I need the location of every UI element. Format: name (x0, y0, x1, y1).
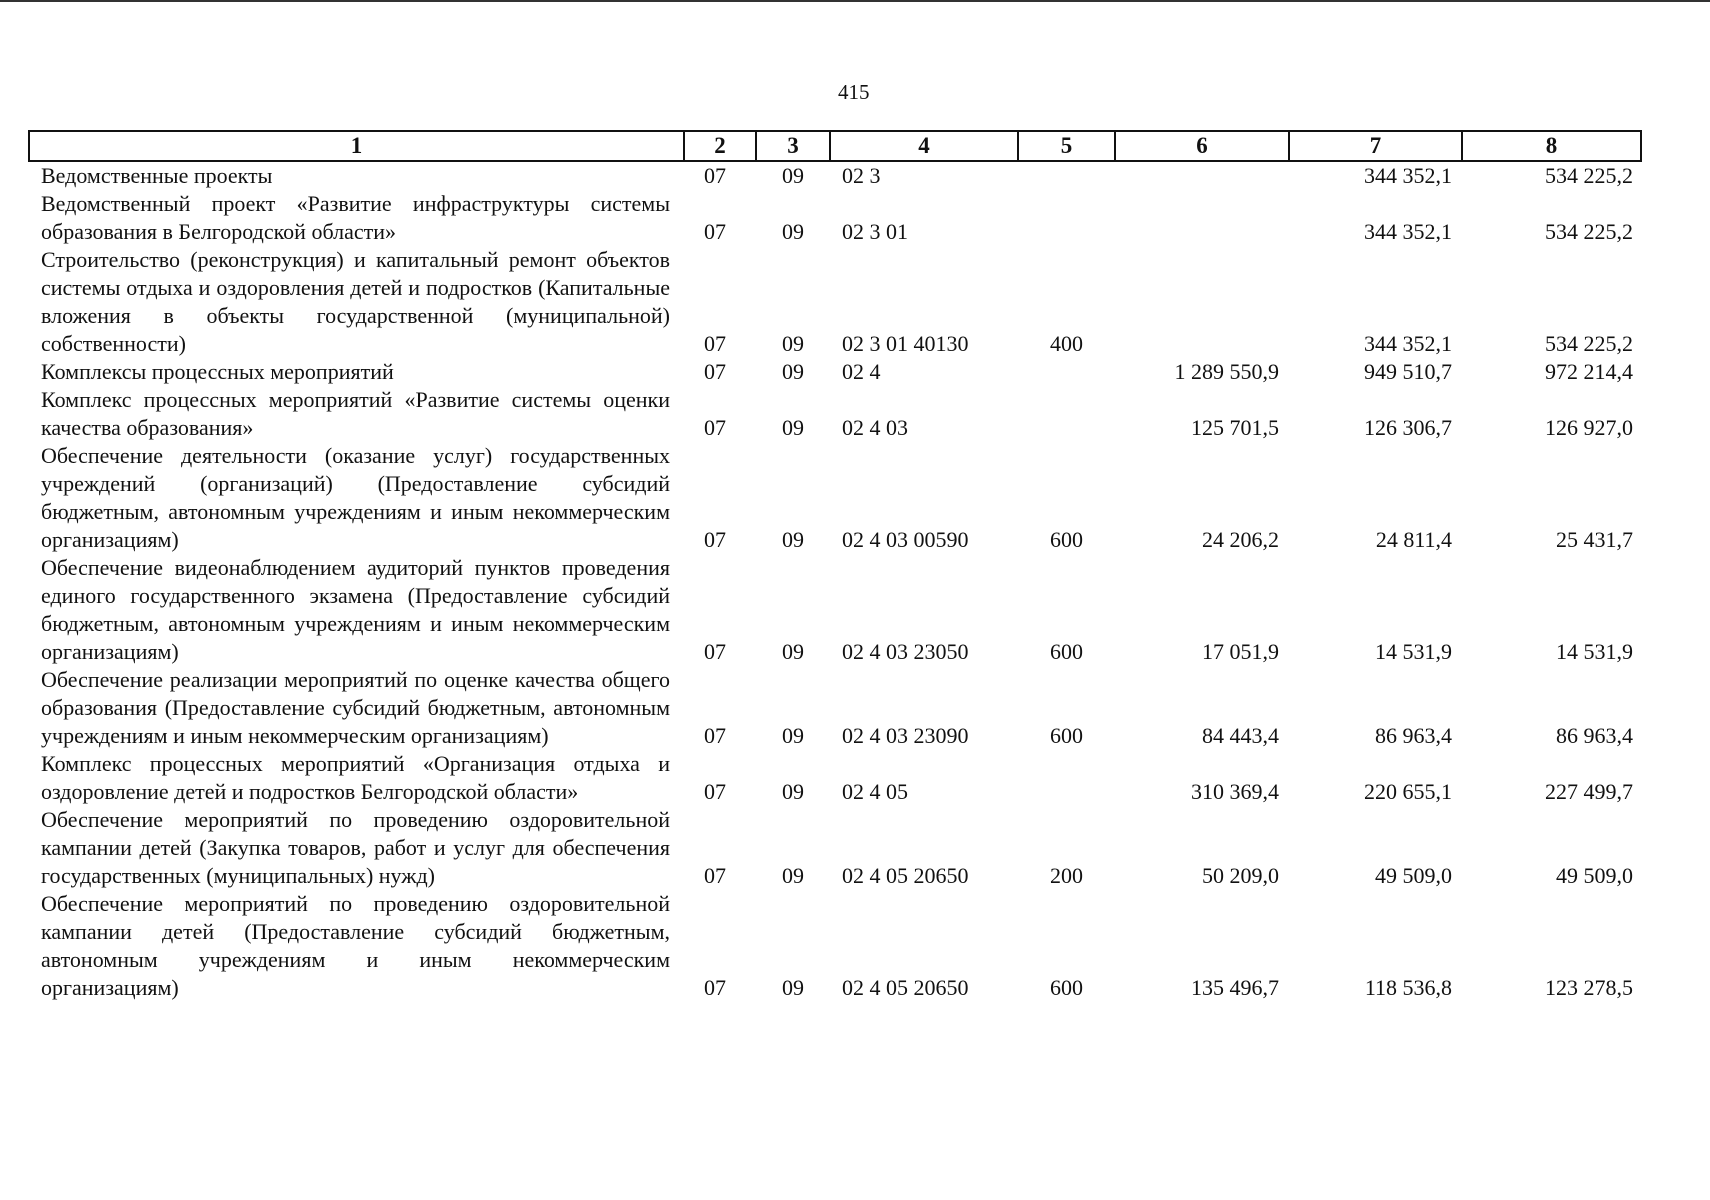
row-amount-col6 (1115, 190, 1289, 246)
row-expense-type (1018, 161, 1115, 190)
header-row (29, 131, 1641, 161)
row-subsection: 09 (782, 163, 804, 188)
table-row (29, 190, 1641, 246)
table-row (29, 750, 1641, 806)
table-row (29, 246, 1641, 358)
row-name: Обеспечение деятельности (оказание услуг) государственных учреждений (организаций) (Предоставление субсидий бюджетным, автономным учреждениям и иным некоммерческим организациям) (41, 443, 670, 552)
row-amount-col8: 126 927,0 (1545, 415, 1633, 440)
table-header (29, 131, 1641, 161)
row-amount-col6: 24 206,2 (1202, 527, 1279, 552)
row-subsection: 09 (782, 639, 804, 664)
row-target-code: 02 4 03 23050 (842, 639, 969, 664)
row-subsection: 09 (782, 975, 804, 1000)
row-expense-type: 600 (1050, 639, 1083, 664)
row-name: Строительство (реконструкция) и капитальный ремонт объектов системы отдыха и оздоровления детей и подростков (Капитальные вложения в объекты государственной (муниципальной) собственности) (41, 247, 670, 356)
table-row (29, 386, 1641, 442)
row-amount-col8: 49 509,0 (1556, 863, 1633, 888)
row-amount-col6 (1115, 161, 1289, 190)
row-amount-col8: 534 225,2 (1545, 163, 1633, 188)
table-row (29, 442, 1641, 554)
row-name: Ведомственные проекты (41, 163, 273, 188)
row-amount-col8: 86 963,4 (1556, 723, 1633, 748)
row-expense-type: 200 (1050, 863, 1083, 888)
budget-sheet (28, 130, 1640, 1002)
row-section: 07 (704, 527, 726, 552)
row-amount-col7: 86 963,4 (1375, 723, 1452, 748)
page-number: 415 (838, 80, 870, 104)
table-row (29, 806, 1641, 890)
row-amount-col6: 1 289 550,9 (1174, 359, 1279, 384)
row-subsection: 09 (782, 359, 804, 384)
row-name: Обеспечение видеонаблюдением аудиторий пунктов проведения единого государственного экзамена (Предоставление субсидий бюджетным, автономным учреждениям и иным некоммерческим организациям) (41, 555, 670, 664)
row-amount-col8: 14 531,9 (1556, 639, 1633, 664)
row-subsection: 09 (782, 219, 804, 244)
row-amount-col7: 344 352,1 (1364, 219, 1452, 244)
row-amount-col7: 220 655,1 (1364, 779, 1452, 804)
row-name: Обеспечение мероприятий по проведению оздоровительной кампании детей (Предоставление субсидий бюджетным, автономным учреждениям и иным некоммерческим организациям) (41, 891, 670, 1000)
row-amount-col6: 310 369,4 (1191, 779, 1279, 804)
row-amount-col7: 126 306,7 (1364, 415, 1452, 440)
row-section: 07 (704, 219, 726, 244)
row-target-code: 02 4 03 (842, 415, 908, 440)
row-amount-col8: 123 278,5 (1545, 975, 1633, 1000)
row-amount-col7: 344 352,1 (1364, 163, 1452, 188)
row-target-code: 02 4 05 20650 (842, 975, 969, 1000)
row-expense-type: 600 (1050, 527, 1083, 552)
row-target-code: 02 4 05 20650 (842, 863, 969, 888)
row-target-code: 02 4 05 (842, 779, 908, 804)
row-section: 07 (704, 331, 726, 356)
row-amount-col6: 84 443,4 (1202, 723, 1279, 748)
row-name: Комплексы процессных мероприятий (41, 359, 394, 384)
row-expense-type: 400 (1050, 331, 1083, 356)
row-amount-col6: 125 701,5 (1191, 415, 1279, 440)
table-body (29, 161, 1641, 1002)
row-name: Комплекс процессных мероприятий «Развитие системы оценки качества образования» (41, 387, 670, 440)
row-amount-col8: 972 214,4 (1545, 359, 1633, 384)
row-name: Ведомственный проект «Развитие инфраструктуры системы образования в Белгородской области» (41, 191, 670, 244)
header-col-4: 4 (830, 131, 1018, 161)
row-amount-col8: 25 431,7 (1556, 527, 1633, 552)
row-section: 07 (704, 723, 726, 748)
row-expense-type: 600 (1050, 723, 1083, 748)
row-target-code: 02 3 01 40130 (842, 331, 969, 356)
row-amount-col8: 227 499,7 (1545, 779, 1633, 804)
row-expense-type (1018, 386, 1115, 442)
row-amount-col6: 17 051,9 (1202, 639, 1279, 664)
row-section: 07 (704, 779, 726, 804)
row-subsection: 09 (782, 331, 804, 356)
row-expense-type (1018, 750, 1115, 806)
header-col-8: 8 (1462, 131, 1641, 161)
table-row (29, 358, 1641, 386)
header-col-1: 1 (29, 131, 684, 161)
row-name: Обеспечение мероприятий по проведению оздоровительной кампании детей (Закупка товаров, работ и услуг для обеспечения государственных (муниципальных) нужд) (41, 807, 670, 888)
table-row (29, 666, 1641, 750)
row-target-code: 02 3 01 (842, 219, 908, 244)
row-subsection: 09 (782, 527, 804, 552)
header-col-6: 6 (1115, 131, 1289, 161)
header-col-3: 3 (756, 131, 830, 161)
row-amount-col7: 949 510,7 (1364, 359, 1452, 384)
row-section: 07 (704, 415, 726, 440)
row-target-code: 02 4 03 23090 (842, 723, 969, 748)
table-row (29, 890, 1641, 1002)
row-amount-col7: 49 509,0 (1375, 863, 1452, 888)
scan-top-edge (0, 0, 1710, 2)
table-row (29, 161, 1641, 190)
row-name: Обеспечение реализации мероприятий по оценке качества общего образования (Предоставление субсидий бюджетным, автономным учреждениям и иным некоммерческим организациям) (41, 667, 670, 748)
row-subsection: 09 (782, 779, 804, 804)
row-target-code: 02 4 (842, 359, 881, 384)
row-amount-col8: 534 225,2 (1545, 219, 1633, 244)
row-target-code: 02 3 (842, 163, 881, 188)
row-expense-type (1018, 358, 1115, 386)
row-amount-col7: 118 536,8 (1364, 975, 1452, 1000)
row-expense-type (1018, 190, 1115, 246)
row-amount-col6: 135 496,7 (1191, 975, 1279, 1000)
row-section: 07 (704, 863, 726, 888)
header-col-2: 2 (684, 131, 756, 161)
row-expense-type: 600 (1050, 975, 1083, 1000)
row-amount-col7: 344 352,1 (1364, 331, 1452, 356)
row-section: 07 (704, 359, 726, 384)
row-amount-col6 (1115, 246, 1289, 358)
row-subsection: 09 (782, 863, 804, 888)
row-section: 07 (704, 975, 726, 1000)
row-target-code: 02 4 03 00590 (842, 527, 969, 552)
row-subsection: 09 (782, 723, 804, 748)
budget-table (28, 130, 1642, 1002)
row-amount-col7: 24 811,4 (1375, 527, 1452, 552)
row-amount-col7: 14 531,9 (1375, 639, 1452, 664)
row-subsection: 09 (782, 415, 804, 440)
row-name: Комплекс процессных мероприятий «Организация отдыха и оздоровление детей и подростков Белгородской области» (41, 751, 670, 804)
row-amount-col8: 534 225,2 (1545, 331, 1633, 356)
row-amount-col6: 50 209,0 (1202, 863, 1279, 888)
header-col-7: 7 (1289, 131, 1462, 161)
header-col-5: 5 (1018, 131, 1115, 161)
table-row (29, 554, 1641, 666)
row-section: 07 (704, 163, 726, 188)
row-section: 07 (704, 639, 726, 664)
